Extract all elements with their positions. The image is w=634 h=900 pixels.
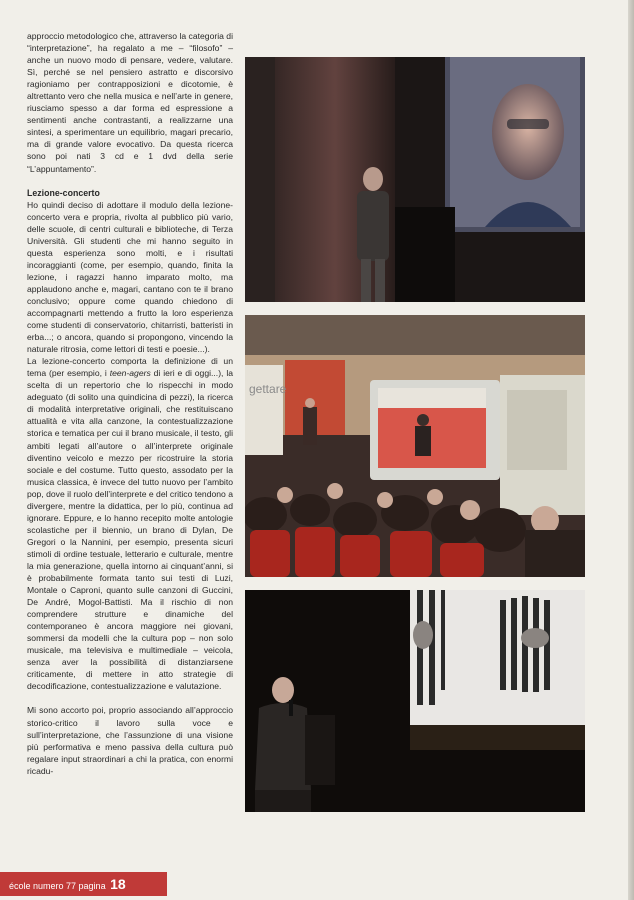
section-paragraph-1: Ho quindi deciso di adottare il modulo della lezione-concerto vera e propria, rivolta al pubblico più vario, delle scuole, di centri culturali e biblioteche, di Terza Università. Gli studenti che mi hanno seguito in questa esperienza sono molti, e i risultati incoraggianti (come, per esempio, quando, finita la lezione, i ragazzi hanno imparato molto, ma applaudono anche e, magari, cantano con te il brano conclusivo; oppure come quando chiedono di accompagnarti mettendo a frutto la loro esperienza come studenti di conservatorio, chitarristi, batteristi in erba...; o ancora, quando si propongono, vincendo la naturale ritrosia, come lettori di testi e poesie...). [27, 199, 233, 355]
auditorium-illustration [245, 315, 585, 577]
stage-projection-illustration [245, 57, 585, 302]
section-paragraph-2 [27, 355, 233, 692]
page-number: 18 [110, 876, 126, 892]
section-paragraph-2-start: La lezione-concerto comporta la definizione di un tema (per esempio, i [27, 356, 233, 379]
article-intro-paragraph: approccio metodologico che, attraverso la categoria di “interpretazione”, ha regalato a me – “filosofo” – anche un nuovo modo di pensare, vedere, valutare. Sì, perché se nel pensiero astratto e discorsivo ragioniamo per contrapposizioni e dicotomie, è altrettanto vero che nella musica e nell’arte in genere, riusciamo spesso a dar forma ed espressione a sentimenti anche contrastanti, a realizzarne una sintesi, a sperimentare un equilibrio, magari precario, ma di grande valore evocativo. Da questa ricerca sono poi nati 3 cd e 1 dvd della serie “L’appuntamento”. [27, 31, 233, 174]
photo-stage-projection [245, 57, 585, 302]
section-heading: Lezione-concerto [27, 187, 100, 198]
article-column [27, 30, 233, 777]
banner-text: gettare [249, 382, 287, 396]
section-paragraph-3: Mi sono accorto poi, proprio associando all’approccio storico-critico il lavoro sulla voce e sull’interpretazione, che l’assunzione di una visione più performativa e meno passiva della cultura può regalare input straordinari a chi la pratica, con enormi ricadu- [27, 705, 233, 776]
footer-page-label [9, 873, 126, 895]
section-paragraph-2-rest: di ieri e di oggi...), la scelta di un repertorio che lo rispecchi in modo adeguato (di solito una quindicina di pezzi), la ricerca di modalità interpretative originali, che restituiscano attualità e vita alla canzone, la contestualizzazione storica e tematica per cui il brano musicale, il testo, gli ambiti legati all’autore o all’interprete originale diventino veicolo e mezzo per ricostruire la storia sociale e del costume. Tutto questo, assodato per la musica classica, è invece del tutto nuovo per l’ambito pop, dove il ruolo dell’interprete e del critico tendono a divergere, mentre la didattica, per lo più, continua ad ignorare. Eppure, e lo hanno recepito molte antologie scolastiche per il biennio, un brano di Dylan, De Gregori o la Nannini, per esempio, presenta sicuri stimoli di ordine testuale, letterario e culturale, mentre la mia generazione, quella intorno ai cinquant’anni, si è probabilmente formata tanto sui testi di Luzi, Montale o Caproni, quanto sulle canzoni di Guccini, De André, Mogol-Battisti. Ma il rischio di non comprendere strutture e dinamiche del contemporaneo è ancora maggiore nei giovani, sommersi da modelli che la cultura pop – non solo musicale, ma televisiva e multimediale – veicola, senza aver la possibilità di distanziarsene criticamente, di mettere in atto strategie di decodificazione, contestualizzazione e valutazione. [27, 368, 234, 692]
section-paragraph-2-emphasis: teen-agers [109, 368, 151, 379]
photo-auditorium [245, 315, 585, 577]
photo-speaker-microphone [245, 590, 585, 812]
footer-label: école numero 77 pagina [9, 881, 106, 891]
speaker-illustration [245, 590, 585, 812]
page-edge [628, 0, 634, 900]
